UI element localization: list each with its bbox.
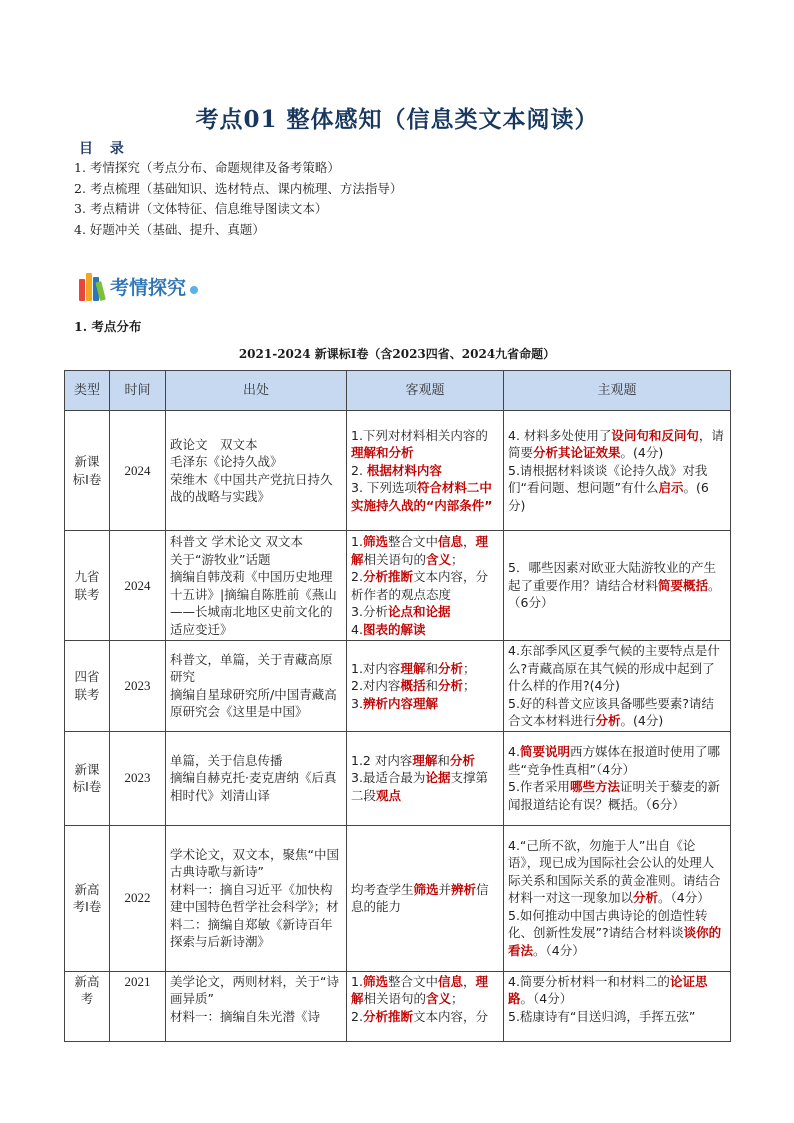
cell-line <box>170 436 342 454</box>
highlight-text: 简要说明 <box>519 744 570 759</box>
cell-text: 4. <box>508 744 520 759</box>
cell-line <box>170 551 342 569</box>
cell-subjective <box>504 731 731 825</box>
banner-label: 考情探究 <box>110 276 187 299</box>
highlight-text: 分析 <box>595 713 621 728</box>
highlight-text: 概括 <box>400 678 426 693</box>
highlight-text: 分析 <box>633 890 659 906</box>
cell-text: 。（4分） <box>533 942 585 958</box>
cell-text: 和 <box>437 752 450 768</box>
cell-text: 5.好的科普文应该具备哪些要素?请结合文本材料进行 <box>508 695 715 728</box>
highlight-text: 理解和分析 <box>351 445 414 461</box>
cell-text: ， <box>462 973 476 989</box>
highlight-text: 启示 <box>658 480 684 496</box>
cell-source <box>166 641 347 732</box>
cell-text: 和 <box>425 660 438 676</box>
cell-text: 4.“己所不欲，勿施于人”出自《论语》，现已成为国际社会公认的处理人际关系和国际关系的黄金准则。请结合材料一对这一现象加以 <box>508 837 721 906</box>
page-title: 考点01 整体感知（信息类文本阅读） <box>195 106 599 133</box>
highlight-text: 含义 <box>426 991 452 1006</box>
cell-subjective <box>504 825 731 971</box>
cell-text: 整合文中 <box>387 973 438 989</box>
highlight-text: 辨析内容理解 <box>362 695 438 711</box>
cell-line <box>170 453 342 471</box>
cell-text: 学术论文，双文本，聚焦“中国古典诗歌与新诗” <box>170 846 339 879</box>
cell-line <box>508 559 726 612</box>
highlight-text: 筛选 <box>413 881 439 897</box>
cell-text: 3.最适合最为 <box>351 770 426 786</box>
cell-text: 关于“游牧业”话题 <box>170 551 271 567</box>
cell-text: 4.东部季风区夏季气候的主要特点是什么?青藏高原在其气候的形成中起到了什么样的作用?(4分) <box>508 643 720 693</box>
highlight-text: 分析 <box>437 660 463 676</box>
cell-text: 3. <box>351 695 363 711</box>
cell-line <box>351 479 499 514</box>
cell-text: 科普文 学术论文 双文本 <box>170 534 303 549</box>
col-header-subjective: 主观题 <box>504 371 731 411</box>
cell-text: 摘编自星球研究所/中国青藏高原研究会《这里是中国》 <box>170 686 337 720</box>
cell-type: 新高考Ⅰ卷 <box>65 825 110 971</box>
cell-text: 摘编自赫克托·麦克唐纳《后真相时代》刘清山译 <box>170 770 337 803</box>
cell-text: ， <box>462 534 476 549</box>
cell-line <box>351 660 499 678</box>
cell-text: 文本内容，分析作者的观点态度 <box>351 569 488 602</box>
cell-text: 并 <box>438 881 452 897</box>
cell-line <box>351 427 499 462</box>
toc-list <box>74 158 402 240</box>
cell-text: 1.对内容 <box>351 660 401 676</box>
cell-line <box>170 686 342 721</box>
highlight-text: 分析推断 <box>362 569 413 584</box>
cell-text: 。(4分) <box>620 445 664 461</box>
cell-line <box>170 568 342 638</box>
highlight-text: 分析其论证效果 <box>533 445 621 461</box>
cell-source <box>166 971 347 1041</box>
cell-line <box>351 533 499 568</box>
cell-text: 政论文 双文本 <box>170 436 258 452</box>
cell-line <box>170 651 342 686</box>
cell-text: 1.2 对内容 <box>351 752 413 768</box>
highlight-text: 哪些方法 <box>569 779 620 794</box>
highlight-text: 论据 <box>425 770 451 786</box>
highlight-text: 根据材料内容 <box>366 462 442 478</box>
cell-text: 证明关于藜麦的新闻报道结论有误？概括。（6分） <box>508 779 720 812</box>
cell-text: ； <box>451 551 464 567</box>
cell-text: 3. 下列选项 <box>351 480 417 496</box>
cell-text: 信息的能力 <box>351 881 489 914</box>
highlight-text: 设问句和反问句 <box>611 427 699 443</box>
highlight-text: 含义 <box>426 551 452 567</box>
cell-line <box>508 778 726 813</box>
cell-time: 2024 <box>110 531 166 641</box>
cell-text: 单篇，关于信息传播 <box>170 752 283 768</box>
cell-subjective <box>504 531 731 641</box>
cell-source <box>166 411 347 531</box>
cell-text: 5.如何推动中国古典诗论的创造性转化、创新性发展”?请结合材料谈 <box>508 907 708 941</box>
cell-time: 2021 <box>110 971 166 1041</box>
highlight-text: 分析推断 <box>362 1008 413 1024</box>
cell-type: 四省联考 <box>65 641 110 732</box>
cell-type: 新高考 <box>65 971 110 1041</box>
cell-line <box>170 533 342 551</box>
cell-text: 材料一：摘编自朱光潜《诗 <box>170 1008 321 1024</box>
cell-line <box>351 769 499 804</box>
highlight-text: 简要概括 <box>658 577 709 593</box>
cell-line <box>508 973 726 1008</box>
highlight-text: 辨析 <box>451 881 477 897</box>
cell-line <box>170 973 342 1008</box>
cell-line <box>508 743 726 778</box>
table-header-row <box>65 371 731 411</box>
highlight-text: 筛选 <box>362 973 388 989</box>
cell-type: 九省联考 <box>65 531 110 641</box>
cell-text: 5．哪些因素对欧亚大陆游牧业的产生起了重要作用？请结合材料 <box>508 560 716 593</box>
cell-text: 美学论文，两则材料，关于“诗画异质” <box>170 973 339 1006</box>
cell-objective <box>347 731 504 825</box>
cell-text: 摘编自韩茂莉《中国历史地理十五讲》|摘编自陈胜前《燕山——长城南北地区史前文化的适应变迁》 <box>170 569 337 637</box>
cell-line <box>351 881 499 916</box>
cell-text: ，请简要 <box>508 427 724 461</box>
cell-text: 4. 材料多处使用了 <box>508 427 612 443</box>
cell-line <box>508 907 726 960</box>
cell-line <box>351 462 499 480</box>
cell-source <box>166 825 347 971</box>
cell-line <box>508 837 726 907</box>
cell-line <box>351 621 499 639</box>
highlight-text: 分析 <box>437 678 463 693</box>
cell-line <box>351 1008 499 1026</box>
cell-text: 荣维木《中国共产党抗日持久战的战略与实践》 <box>170 471 333 504</box>
cell-text: 1.下列对材料相关内容的 <box>351 427 488 443</box>
table-row <box>65 971 731 1041</box>
cell-text: 。（6分） <box>508 577 721 611</box>
table-row <box>65 641 731 732</box>
cell-text: ； <box>462 660 476 676</box>
cell-text: 2. <box>351 569 363 584</box>
cell-line <box>351 677 499 695</box>
cell-text: 5.请根据材料谈谈《论持久战》对我们“看问题、想问题”有什么 <box>508 462 708 496</box>
cell-time: 2023 <box>110 641 166 732</box>
cell-text: 相关语句的 <box>363 551 427 567</box>
cell-text: 5.作者采用 <box>508 779 570 794</box>
cell-time: 2023 <box>110 731 166 825</box>
exam-distribution-table-wrapper <box>64 370 730 1024</box>
col-header-type: 类型 <box>65 371 110 411</box>
highlight-text: 论证思路 <box>508 973 708 1006</box>
section-banner <box>79 268 198 304</box>
cell-line <box>508 427 726 462</box>
cell-line <box>170 769 342 804</box>
cell-text: 2.对内容 <box>351 678 401 693</box>
cell-time: 2024 <box>110 411 166 531</box>
cell-subjective <box>504 971 731 1041</box>
cell-text: 3.分析 <box>351 604 388 619</box>
cell-text: 1. <box>351 973 363 989</box>
cell-line <box>351 695 499 713</box>
cell-text: 毛泽东《论持久战》 <box>170 454 283 469</box>
cell-source <box>166 531 347 641</box>
highlight-text: 观点 <box>376 787 402 803</box>
cell-text: 2. <box>351 462 367 478</box>
cell-objective <box>347 825 504 971</box>
table-row <box>65 531 731 641</box>
highlight-text: 论点和论据 <box>387 604 451 619</box>
toc-item[interactable]: 2. 考点梳理（基础知识、选材特点、课内梳理、方法指导） <box>74 180 403 196</box>
cell-text: ； <box>462 678 476 693</box>
cell-text: ； <box>451 991 464 1006</box>
toc-heading: 目 录 <box>79 141 130 157</box>
cell-type: 新课标Ⅰ卷 <box>65 731 110 825</box>
highlight-text: 符合材料二中实施持久战的“内部条件” <box>351 480 493 513</box>
col-header-objective: 客观题 <box>347 371 504 411</box>
cell-text: 。（4分） <box>520 991 573 1006</box>
toc-item[interactable]: 1. 考情探究（考点分布、命题规律及备考策略） <box>74 160 340 175</box>
highlight-text: 图表的解读 <box>362 621 426 637</box>
cell-text: 4.简要分析材料一和材料二的 <box>508 973 670 989</box>
cell-line <box>508 642 726 695</box>
table-row <box>65 825 731 971</box>
cell-line <box>508 462 726 515</box>
section-subheading: 1. 考点分布 <box>74 319 142 334</box>
highlight-text: 筛选 <box>362 534 388 549</box>
cell-line <box>170 752 342 770</box>
cell-line <box>170 881 342 951</box>
cell-text: 1. <box>351 534 363 549</box>
cell-text: 整合文中 <box>387 534 438 549</box>
exam-distribution-table <box>64 370 731 1042</box>
table-row <box>65 731 731 825</box>
col-header-source: 出处 <box>166 371 347 411</box>
cell-objective <box>347 971 504 1041</box>
highlight-text: 谈你的看法 <box>508 925 722 958</box>
highlight-text: 理解 <box>351 973 489 1006</box>
cell-text: 。（4分） <box>658 890 710 906</box>
table-row <box>65 411 731 531</box>
cell-line <box>170 846 342 881</box>
cell-text: 2. <box>351 1008 363 1024</box>
highlight-text: 信息 <box>437 973 463 989</box>
cell-text: 支撑第二段 <box>351 770 488 803</box>
cell-text: 5.嵇康诗有“目送归鸿，手挥五弦” <box>508 1008 696 1024</box>
cell-text: 。(6分) <box>508 480 709 513</box>
cell-line <box>351 973 499 1008</box>
cell-line <box>170 1008 342 1026</box>
cell-text: 和 <box>425 678 438 693</box>
highlight-text: 理解 <box>400 660 426 676</box>
highlight-text: 信息 <box>437 534 463 549</box>
cell-subjective <box>504 641 731 732</box>
toc-item[interactable]: 3. 考点精讲（文体特征、信息维导图读文本） <box>74 201 328 216</box>
highlight-text: 理解 <box>412 752 438 768</box>
cell-text: 相关语句的 <box>363 991 427 1006</box>
cell-text: 。(4分) <box>620 713 664 728</box>
cell-objective <box>347 531 504 641</box>
cell-line <box>508 695 726 730</box>
toc-item[interactable]: 4. 好题冲关（基础、提升、真题） <box>74 221 265 237</box>
table-caption: 2021-2024 新课标Ⅰ卷（含2023四省、2024九省命题） <box>238 347 556 361</box>
col-header-time: 时间 <box>110 371 166 411</box>
highlight-text: 分析 <box>449 752 475 768</box>
cell-text: 4. <box>351 621 363 637</box>
cell-text: 西方媒体在报道时使用了哪些“竞争性真相”（4分） <box>508 744 720 777</box>
cell-time: 2022 <box>110 825 166 971</box>
banner-dot-icon <box>190 286 198 294</box>
cell-text: 科普文，单篇，关于青藏高原研究 <box>170 651 333 685</box>
highlight-text: 理解 <box>351 534 489 567</box>
cell-line <box>170 471 342 506</box>
cell-line <box>351 752 499 770</box>
cell-line <box>351 603 499 621</box>
cell-type: 新课标Ⅰ卷 <box>65 411 110 531</box>
cell-line <box>508 1008 726 1026</box>
cell-text: 均考查学生 <box>351 881 414 897</box>
cell-text: 材料一：摘自习近平《加快构建中国特色哲学社会科学》；材料二：摘编自郑敏《新诗百年探索与后新诗潮》 <box>170 881 339 949</box>
cell-text: 文本内容，分 <box>412 1008 488 1024</box>
books-icon <box>79 271 107 301</box>
cell-objective <box>347 411 504 531</box>
cell-subjective <box>504 411 731 531</box>
cell-source <box>166 731 347 825</box>
cell-line <box>351 568 499 603</box>
cell-objective <box>347 641 504 732</box>
